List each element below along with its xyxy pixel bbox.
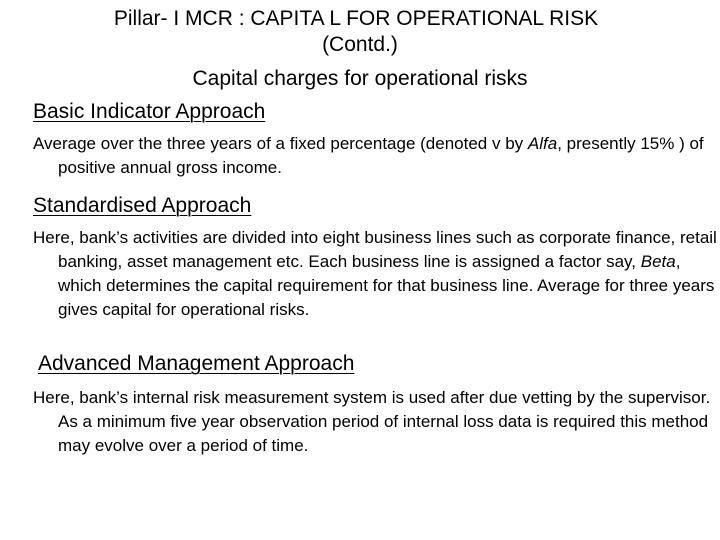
paragraph-standardised-approach — [33, 226, 718, 322]
slide-title-line-1: Pillar- I MCR : CAPITA L FOR OPERATIONAL RISK — [113, 7, 599, 30]
paragraph-text: Here, bank’s internal risk measurement system is used after due vetting by the supervisor. As a minimum five year observation period of internal loss data is required this method may evolve over a period of time. — [33, 388, 711, 455]
paragraph-emphasis: Alfa — [527, 134, 558, 153]
slide-title-line-2: (Contd.) — [322, 33, 398, 56]
paragraph-text: Average over the three years of a fixed percentage (denoted v by — [33, 134, 528, 153]
paragraph-text: Here, bank’s activities are divided into eight business lines such as corporate finance, retail banking, asset management etc. Each business line is assigned a factor say, — [33, 228, 717, 271]
paragraph-text: , presently 15% ) of positive annual gross income. — [58, 134, 704, 177]
paragraph-advanced-management-approach — [33, 386, 718, 458]
heading-advanced-management-approach: Advanced Management Approach — [38, 352, 355, 375]
paragraph-text: , which determines the capital requirement for that business line. Average for three years gives capital for operational risks. — [58, 252, 715, 319]
heading-standardised-approach: Standardised Approach — [33, 194, 252, 217]
heading-basic-indicator-approach: Basic Indicator Approach — [33, 100, 266, 123]
slide-subtitle: Capital charges for operational risks — [192, 67, 528, 90]
paragraph-basic-indicator-approach — [33, 132, 718, 180]
paragraph-emphasis: Beta — [640, 252, 676, 271]
